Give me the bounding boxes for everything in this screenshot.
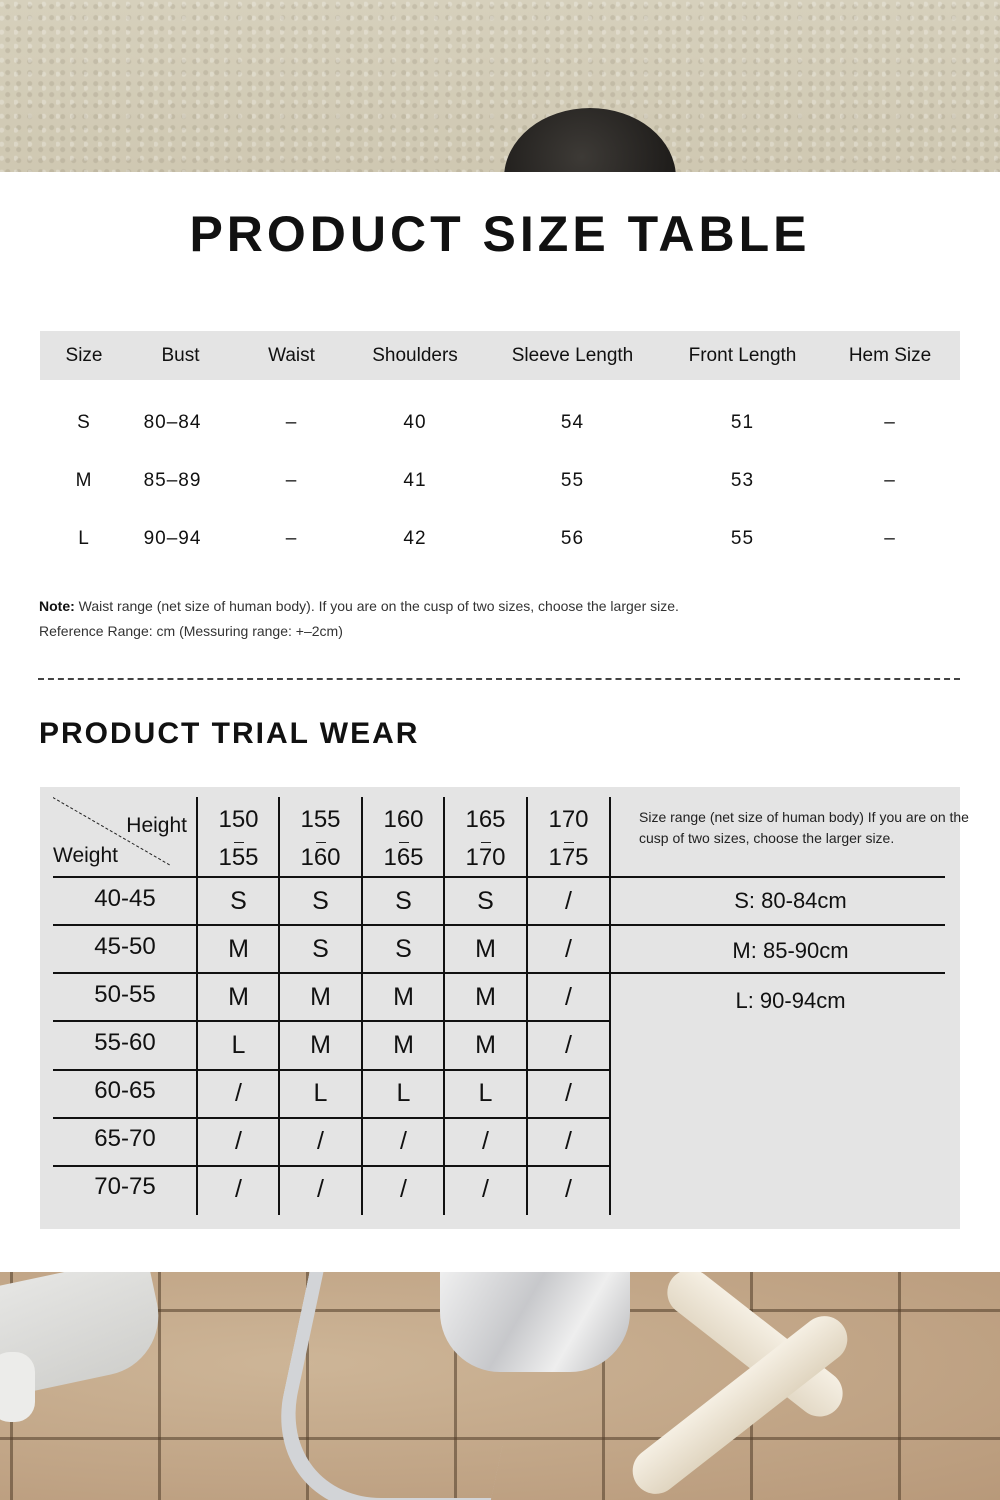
size-cell: S bbox=[312, 935, 329, 963]
size-cell: L bbox=[313, 1079, 328, 1107]
height-col bbox=[198, 797, 279, 877]
cell-sleeve-length: 56 bbox=[560, 528, 585, 549]
size-cell: L bbox=[478, 1079, 493, 1107]
size-cell: / bbox=[482, 1127, 489, 1155]
size-cell: S bbox=[312, 887, 329, 915]
cell-waist: – bbox=[285, 412, 298, 433]
height-col bbox=[280, 797, 361, 877]
height-from: 150 bbox=[218, 806, 259, 833]
size-range-note: Size range (net size of human body) If you are on the cusp of two sizes, choose the larger size. bbox=[639, 809, 969, 846]
height-to: 175 bbox=[528, 845, 609, 871]
size-cell: M bbox=[310, 983, 331, 1011]
header-hem-size: Hem Size bbox=[848, 344, 932, 366]
size-cell: / bbox=[565, 983, 572, 1011]
size-cell: / bbox=[565, 887, 572, 915]
height-label: Height bbox=[126, 814, 187, 837]
header-sleeve-length: Sleeve Length bbox=[511, 344, 634, 366]
height-to: 165 bbox=[363, 845, 444, 871]
cell-shoulders: 41 bbox=[403, 470, 427, 491]
weight-cell: 60-65 bbox=[94, 1077, 156, 1104]
size-cell: S bbox=[395, 935, 412, 963]
size-cell: / bbox=[565, 935, 572, 963]
height-from: 170 bbox=[548, 806, 589, 833]
height-from: 160 bbox=[383, 806, 424, 833]
header-bust: Bust bbox=[161, 344, 200, 366]
size-cell: M bbox=[228, 935, 249, 963]
cell-hem-size: – bbox=[884, 528, 896, 549]
height-col bbox=[445, 797, 526, 877]
size-cell: / bbox=[400, 1127, 407, 1155]
shoe bbox=[0, 1352, 35, 1422]
size-cell: M bbox=[310, 1031, 331, 1059]
bottom-photo bbox=[0, 1272, 1000, 1500]
size-cell: / bbox=[400, 1175, 407, 1203]
height-col bbox=[363, 797, 444, 877]
weight-cell: 45-50 bbox=[94, 933, 156, 960]
size-cell: M bbox=[475, 935, 496, 963]
size-cell: M bbox=[393, 1031, 414, 1059]
size-cell: / bbox=[565, 1127, 572, 1155]
cell-size: M bbox=[75, 470, 93, 491]
cell-bust: 85–89 bbox=[143, 470, 202, 491]
table-row bbox=[40, 394, 960, 452]
cell-front-length: 55 bbox=[730, 528, 755, 549]
size-range-s: S: 80-84cm bbox=[734, 888, 847, 913]
cell-sleeve-length: 55 bbox=[560, 470, 585, 491]
size-cell: S bbox=[395, 887, 412, 915]
size-cell: / bbox=[565, 1031, 572, 1059]
cell-shoulders: 40 bbox=[403, 412, 427, 433]
cell-bust: 80–84 bbox=[143, 412, 202, 433]
header-size: Size bbox=[65, 344, 103, 366]
size-table bbox=[40, 331, 960, 568]
cell-sleeve-length: 54 bbox=[560, 412, 585, 433]
size-cell: S bbox=[477, 887, 494, 915]
trial-wear-table bbox=[40, 787, 969, 1229]
cell-size: S bbox=[77, 412, 91, 433]
trial-title: PRODUCT TRIAL WEAR bbox=[39, 717, 420, 750]
header-front-length: Front Length bbox=[688, 344, 797, 366]
size-cell: / bbox=[235, 1127, 242, 1155]
weight-cell: 70-75 bbox=[94, 1173, 156, 1200]
note-label: Note: bbox=[39, 598, 75, 614]
size-range-l: L: 90-94cm bbox=[735, 988, 846, 1013]
height-to: 160 bbox=[280, 845, 361, 871]
weight-cell: 50-55 bbox=[94, 981, 156, 1008]
size-card bbox=[0, 172, 1000, 1272]
size-cell: L bbox=[396, 1079, 411, 1107]
weight-cell: 65-70 bbox=[94, 1125, 156, 1152]
header-shoulders: Shoulders bbox=[372, 344, 458, 366]
cell-size: L bbox=[78, 528, 90, 549]
size-cell: / bbox=[235, 1079, 242, 1107]
size-table-header bbox=[40, 331, 960, 380]
cell-waist: – bbox=[285, 470, 298, 491]
size-cell: / bbox=[565, 1175, 572, 1203]
size-cell: S bbox=[230, 887, 247, 915]
height-col bbox=[528, 797, 609, 877]
size-cell: M bbox=[228, 983, 249, 1011]
grid-line bbox=[609, 797, 611, 1215]
size-cell: / bbox=[565, 1079, 572, 1107]
size-cell: M bbox=[475, 983, 496, 1011]
height-to: 155 bbox=[198, 845, 279, 871]
size-cell: L bbox=[231, 1031, 246, 1059]
size-table-body bbox=[40, 380, 960, 568]
size-cell: / bbox=[235, 1175, 242, 1203]
header-waist: Waist bbox=[268, 344, 315, 366]
weight-cell: 55-60 bbox=[94, 1029, 156, 1056]
size-cell: / bbox=[317, 1127, 324, 1155]
weight-label: Weight bbox=[53, 844, 118, 867]
height-from: 155 bbox=[300, 806, 341, 833]
page-title: PRODUCT SIZE TABLE bbox=[189, 206, 811, 262]
cell-front-length: 53 bbox=[730, 470, 755, 491]
weight-cell: 40-45 bbox=[94, 885, 156, 912]
section-divider bbox=[38, 678, 960, 680]
cell-hem-size: – bbox=[884, 470, 896, 491]
size-range-m: M: 85-90cm bbox=[732, 938, 849, 963]
height-to: 170 bbox=[445, 845, 526, 871]
size-cell: / bbox=[317, 1175, 324, 1203]
size-note bbox=[39, 594, 679, 644]
top-photo bbox=[0, 0, 1000, 172]
cell-bust: 90–94 bbox=[143, 528, 202, 549]
size-cell: / bbox=[482, 1175, 489, 1203]
cell-shoulders: 42 bbox=[403, 528, 427, 549]
height-weight-corner bbox=[53, 797, 197, 877]
table-row bbox=[40, 510, 960, 568]
note-text: Waist range (net size of human body). If you are on the cusp of two sizes, choose the larger size. bbox=[74, 598, 679, 614]
size-cell: M bbox=[475, 1031, 496, 1059]
height-from: 165 bbox=[465, 806, 506, 833]
table-row bbox=[40, 452, 960, 510]
cell-waist: – bbox=[285, 528, 298, 549]
size-cell: M bbox=[393, 983, 414, 1011]
silver-bag bbox=[440, 1272, 630, 1372]
model-hair bbox=[504, 108, 676, 172]
cell-hem-size: – bbox=[884, 412, 896, 433]
reference-range: Reference Range: cm (Messuring range: +–2cm) bbox=[39, 623, 343, 639]
cell-front-length: 51 bbox=[730, 412, 755, 433]
